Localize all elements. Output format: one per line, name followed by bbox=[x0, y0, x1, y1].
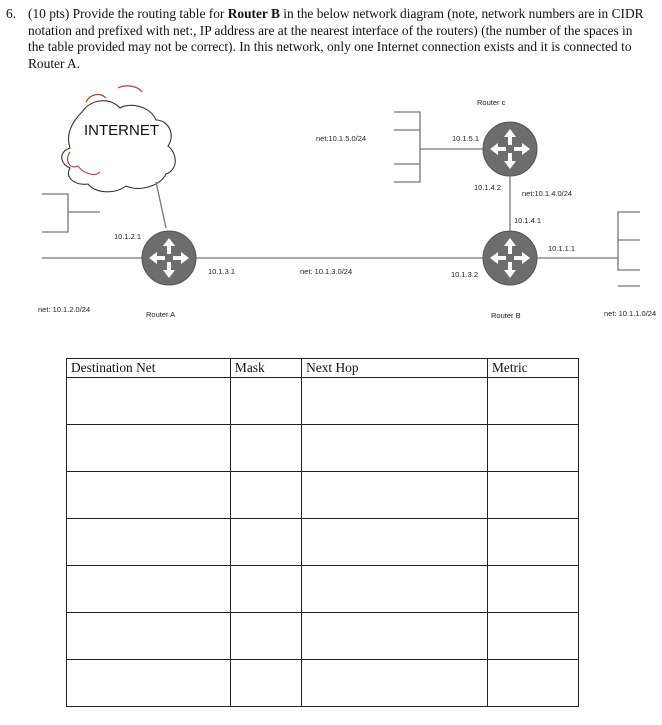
table-header-row bbox=[67, 359, 579, 378]
router-b-emphasis: Router B bbox=[227, 6, 280, 21]
cell[interactable] bbox=[302, 519, 488, 566]
table-row bbox=[67, 425, 579, 472]
table-row bbox=[67, 519, 579, 566]
cell[interactable] bbox=[67, 660, 231, 707]
net-left: net: 10.1.2.0/24 bbox=[38, 305, 91, 314]
table-row bbox=[67, 378, 579, 425]
net-c-top: net:10.1.5.0/24 bbox=[316, 134, 367, 143]
cell[interactable] bbox=[487, 660, 578, 707]
internet-cloud bbox=[62, 101, 176, 192]
cell[interactable] bbox=[487, 425, 578, 472]
cell[interactable] bbox=[302, 472, 488, 519]
ip-b-right: 10.1.1.1 bbox=[548, 244, 576, 253]
question-text bbox=[6, 6, 646, 72]
network-diagram bbox=[0, 82, 662, 352]
table-row bbox=[67, 566, 579, 613]
cell[interactable] bbox=[302, 378, 488, 425]
cell[interactable] bbox=[230, 425, 301, 472]
router-a-label: Router A bbox=[146, 310, 176, 319]
cell[interactable] bbox=[302, 613, 488, 660]
internet-label: INTERNET bbox=[84, 122, 159, 139]
cell[interactable] bbox=[67, 613, 231, 660]
header-mask: Mask bbox=[230, 359, 301, 378]
net-ab: net: 10.1.3.0/24 bbox=[300, 267, 353, 276]
cell[interactable] bbox=[302, 566, 488, 613]
router-b-label: Router B bbox=[491, 311, 521, 320]
ip-a-right: 10.1.3.1 bbox=[208, 267, 236, 276]
cell[interactable] bbox=[230, 566, 301, 613]
cell[interactable] bbox=[487, 613, 578, 660]
table-row bbox=[67, 613, 579, 660]
ip-c-left: 10.1.5.1 bbox=[452, 134, 480, 143]
cell[interactable] bbox=[230, 660, 301, 707]
cell[interactable] bbox=[230, 472, 301, 519]
question-body: (10 pts) Provide the routing table for Router B in the below network diagram (note, network numbers are in CIDR notation and prefixed with net:, IP address are at the nearest interface of the routers) (the number of the spaces in the table provided may not be correct). In this network, only one Internet connection exists and it is connected to Router A. bbox=[28, 6, 644, 71]
cell[interactable] bbox=[67, 472, 231, 519]
cell[interactable] bbox=[230, 519, 301, 566]
ip-c-bottom: 10.1.4.2 bbox=[474, 183, 502, 192]
cell[interactable] bbox=[302, 660, 488, 707]
ip-b-left: 10.1.3.2 bbox=[451, 270, 479, 279]
cell[interactable] bbox=[302, 425, 488, 472]
cell[interactable] bbox=[487, 472, 578, 519]
table-row bbox=[67, 472, 579, 519]
table-row bbox=[67, 660, 579, 707]
question-number: 6. bbox=[6, 6, 17, 21]
cell[interactable] bbox=[67, 519, 231, 566]
cell[interactable] bbox=[487, 566, 578, 613]
header-destination: Destination Net bbox=[67, 359, 231, 378]
routing-table bbox=[66, 358, 579, 707]
ip-a-top: 10.1.2.1 bbox=[114, 232, 142, 241]
cell[interactable] bbox=[487, 519, 578, 566]
net-right: net: 10.1.1.0/24 bbox=[604, 309, 657, 318]
cell[interactable] bbox=[230, 613, 301, 660]
cell[interactable] bbox=[230, 378, 301, 425]
cell[interactable] bbox=[487, 378, 578, 425]
router-c-label: Router c bbox=[477, 98, 506, 107]
cell[interactable] bbox=[67, 425, 231, 472]
cell[interactable] bbox=[67, 378, 231, 425]
net-bc: net:10.1.4.0/24 bbox=[522, 189, 573, 198]
ip-b-top: 10.1.4.1 bbox=[514, 216, 542, 225]
header-metric: Metric bbox=[487, 359, 578, 378]
cell[interactable] bbox=[67, 566, 231, 613]
header-next-hop: Next Hop bbox=[302, 359, 488, 378]
